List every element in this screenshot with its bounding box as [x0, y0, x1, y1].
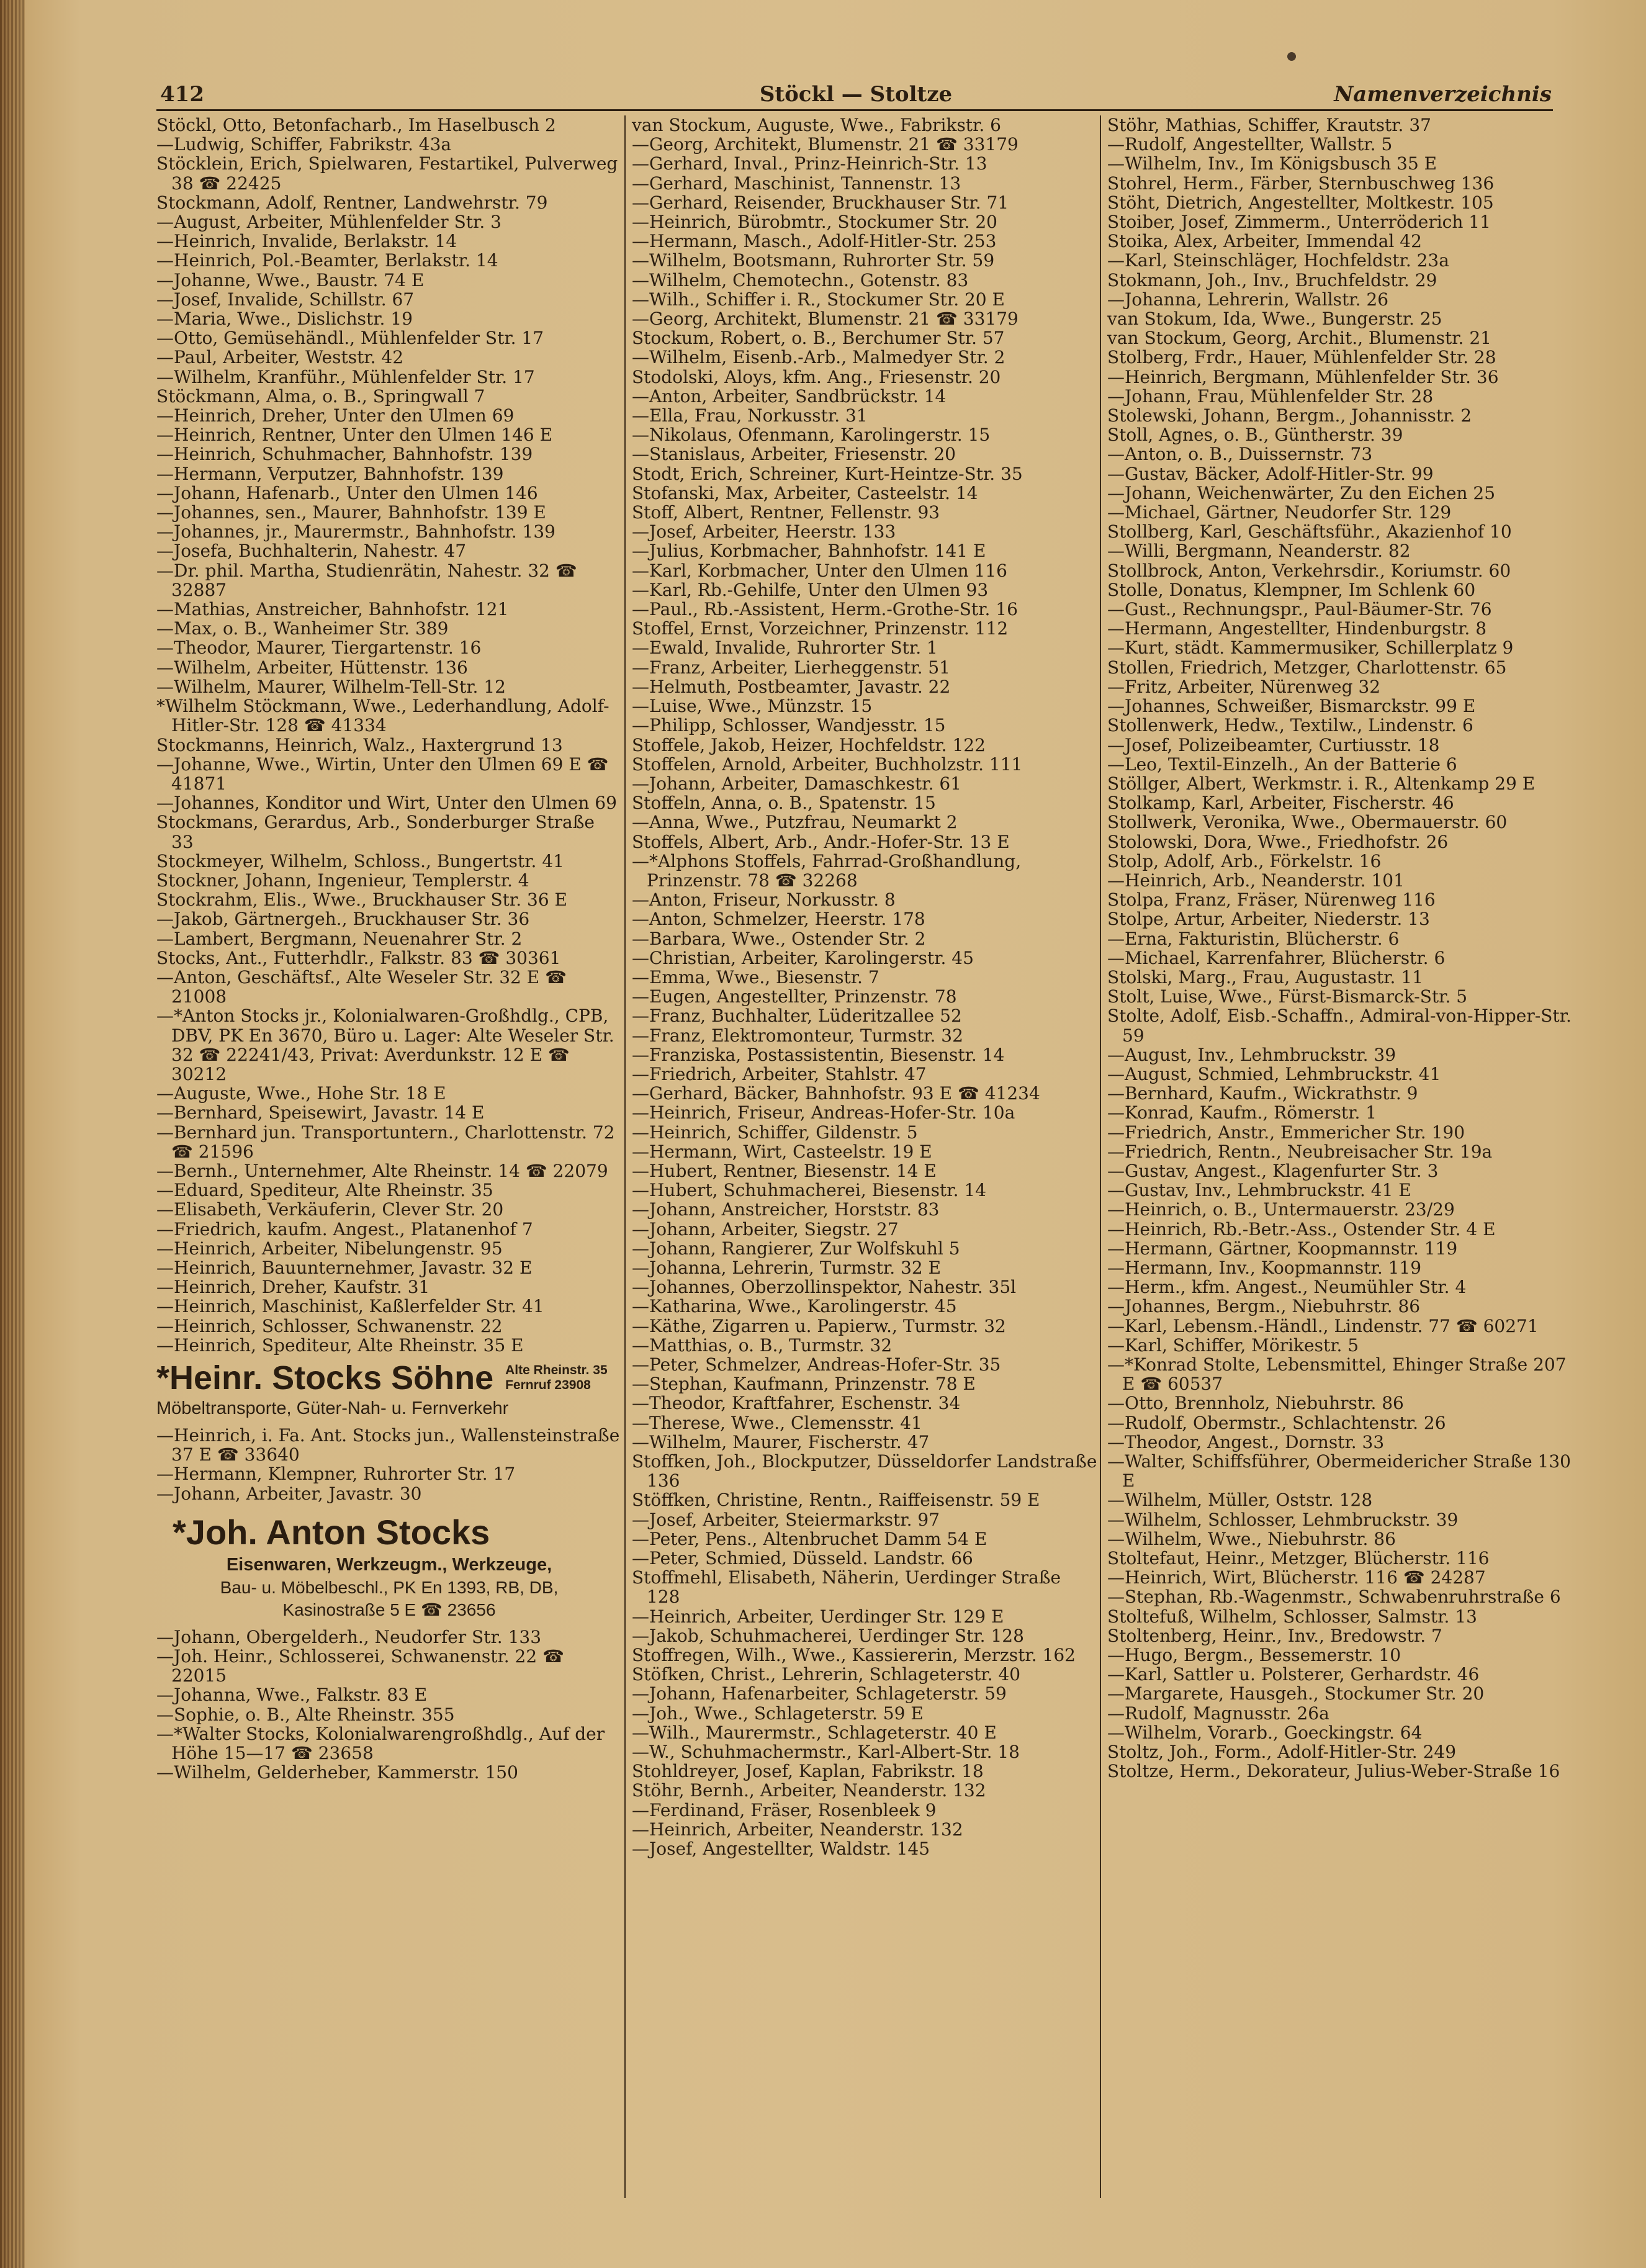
- directory-entry: Stöht, Dietrich, Angestellter, Moltkestr. 105: [1107, 192, 1494, 213]
- directory-entry: —Heinrich, Invalide, Berlakstr. 14: [156, 231, 457, 252]
- directory-entry: —Elisabeth, Verkäuferin, Clever Str. 20: [156, 1199, 504, 1220]
- directory-entry: —Lambert, Bergmann, Neuenahrer Str. 2: [156, 928, 523, 949]
- directory-entry: Stollbrock, Anton, Verkehrsdir., Koriumstr. 60: [1107, 560, 1511, 581]
- directory-entry: —Wilhelm, Inv., Im Königsbusch 35 E: [1107, 153, 1437, 174]
- directory-entry: —W., Schuhmachermstr., Karl-Albert-Str. 18: [632, 1742, 1020, 1763]
- directory-entry: —Hermann, Angestellter, Hindenburgstr. 8: [1107, 618, 1487, 639]
- column-divider: [1100, 115, 1101, 2198]
- column-3: [1107, 115, 1573, 1781]
- directory-entry: —Johannes, sen., Maurer, Bahnhofstr. 139 E: [156, 502, 546, 523]
- directory-entry: —Hermann, Masch., Adolf-Hitler-Str. 253: [632, 231, 997, 252]
- column-2: [632, 115, 1097, 1858]
- directory-entry: —Wilh., Schiffer i. R., Stockumer Str. 20 E: [632, 289, 1005, 310]
- directory-entry: —Johann, Hafenarbeiter, Schlageterstr. 59: [632, 1683, 1007, 1704]
- directory-entry: Stolt, Luise, Wwe., Fürst-Bismarck-Str. 5: [1107, 986, 1468, 1007]
- directory-entry: —August, Schmied, Lehmbruckstr. 41: [1107, 1063, 1441, 1084]
- directory-entry: Stockrahm, Elis., Wwe., Bruckhauser Str. 36 E: [156, 889, 567, 911]
- directory-entry: —Heinrich, Spediteur, Alte Rheinstr. 35 E: [156, 1334, 524, 1356]
- directory-entry: —Wilhelm, Bootsmann, Ruhrorter Str. 59: [632, 250, 995, 271]
- directory-entry: —Johannes, Bergm., Niebuhrstr. 86: [1107, 1296, 1421, 1317]
- directory-entry: —Georg, Architekt, Blumenstr. 21 ☎ 33179: [632, 308, 1019, 330]
- directory-entry: Stockum, Robert, o. B., Berchumer Str. 57: [632, 328, 1005, 349]
- ad-company-name: *Heinr. Stocks Söhne: [156, 1359, 494, 1397]
- directory-entry: —Theodor, Maurer, Tiergartenstr. 16: [156, 637, 482, 659]
- directory-entry: Stolewski, Johann, Bergm., Johannisstr. 2: [1107, 405, 1472, 426]
- directory-entry: —Johann, Arbeiter, Damaschkestr. 61: [632, 773, 962, 794]
- directory-entry: —Anton, Schmelzer, Heerstr. 178: [632, 909, 925, 930]
- directory-entry: —Heinrich, Wirt, Blücherstr. 116 ☎ 24287: [1107, 1567, 1486, 1588]
- ad-address-block: [505, 1363, 608, 1393]
- directory-entry: —Hermann, Inv., Koopmannstr. 119: [1107, 1257, 1422, 1278]
- directory-entry: —Wilhelm, Müller, Oststr. 128: [1107, 1490, 1373, 1511]
- directory-entry: —*Konrad Stolte, Lebensmittel, Ehinger Straße 207 E ☎ 60537: [1107, 1354, 1567, 1395]
- directory-entry: —Gerhard, Inval., Prinz-Heinrich-Str. 13: [632, 153, 987, 174]
- directory-entry: —Franz, Buchhalter, Lüderitzallee 52: [632, 1006, 962, 1027]
- directory-entry: Stocks, Ant., Futterhdlr., Falkstr. 83 ☎ 30361: [156, 947, 561, 968]
- header-rule: [156, 109, 1553, 111]
- directory-entry: —Anton, Arbeiter, Sandbrückstr. 14: [632, 385, 947, 407]
- directory-entry: —Christian, Arbeiter, Karolingerstr. 45: [632, 947, 974, 968]
- directory-entry: —Anton, Friseur, Norkusstr. 8: [632, 889, 896, 911]
- directory-entry: —Erna, Fakturistin, Blücherstr. 6: [1107, 928, 1400, 949]
- directory-entry: —Johann, Obergelderh., Neudorfer Str. 133: [156, 1626, 542, 1647]
- directory-entry: —Heinrich, Bergmann, Mühlenfelder Str. 36: [1107, 366, 1499, 387]
- directory-entry: —Johann, Weichenwärter, Zu den Eichen 25: [1107, 482, 1496, 503]
- directory-entry: Stoffeln, Anna, o. B., Spatenstr. 15: [632, 793, 936, 814]
- directory-entry: Stöckmann, Alma, o. B., Springwall 7: [156, 385, 485, 407]
- directory-entry: —Sophie, o. B., Alte Rheinstr. 355: [156, 1704, 455, 1725]
- directory-entry: Stokmann, Joh., Inv., Bruchfeldstr. 29: [1107, 269, 1437, 290]
- directory-entry: Stodt, Erich, Schreiner, Kurt-Heintze-Str. 35: [632, 463, 1023, 484]
- directory-entry: —Heinrich, Arbeiter, Uerdinger Str. 129 E: [632, 1606, 1004, 1627]
- directory-entry: Stolpa, Franz, Fräser, Nürenweg 116: [1107, 889, 1436, 911]
- directory-entry: —Max, o. B., Wanheimer Str. 389: [156, 618, 449, 639]
- directory-entry: —Herm., kfm. Angest., Neumühler Str. 4: [1107, 1277, 1467, 1298]
- ad-phone: Fernruf 23908: [505, 1378, 591, 1392]
- directory-entry: Stollen, Friedrich, Metzger, Charlottenstr. 65: [1107, 657, 1507, 678]
- directory-entry: —Peter, Schmelzer, Andreas-Hofer-Str. 35: [632, 1354, 1001, 1375]
- directory-entry: —Rudolf, Magnusstr. 26a: [1107, 1703, 1329, 1724]
- directory-entry: —Gustav, Bäcker, Adolf-Hitler-Str. 99: [1107, 463, 1434, 484]
- directory-entry: —Michael, Karrenfahrer, Blücherstr. 6: [1107, 947, 1446, 968]
- directory-entry: Stöhr, Bernh., Arbeiter, Neanderstr. 132: [632, 1780, 986, 1801]
- directory-entry: —Ludwig, Schiffer, Fabrikstr. 43a: [156, 134, 452, 155]
- directory-entry: —Philipp, Schlosser, Wandjesstr. 15: [632, 715, 946, 736]
- directory-entry: Stockmans, Gerardus, Arb., Sonderburger Straße 33: [156, 812, 595, 852]
- directory-entry: —Anna, Wwe., Putzfrau, Neumarkt 2: [632, 812, 958, 833]
- directory-entry: Stoltenberg, Heinr., Inv., Bredowstr. 7: [1107, 1625, 1442, 1646]
- directory-entry: —Theodor, Angest., Dornstr. 33: [1107, 1431, 1385, 1452]
- directory-entry: —Bernhard jun. Transportuntern., Charlottenstr. 72 ☎ 21596: [156, 1122, 615, 1162]
- directory-entry: Stöllger, Albert, Werkmstr. i. R., Altenkamp 29 E: [1107, 773, 1536, 794]
- directory-entry: —Franz, Arbeiter, Lierheggenstr. 51: [632, 657, 950, 678]
- page-edge: [0, 0, 25, 2268]
- directory-entry: —Heinrich, Arbeiter, Nibelungenstr. 95: [156, 1238, 503, 1259]
- directory-entry: —Helmuth, Postbeamter, Javastr. 22: [632, 676, 951, 697]
- directory-entry: Stoffregen, Wilh., Wwe., Kassiererin, Merzstr. 162: [632, 1645, 1076, 1666]
- directory-entry: —Bernhard, Kaufm., Wickrathstr. 9: [1107, 1083, 1418, 1104]
- directory-entry: —Käthe, Zigarren u. Papierw., Turmstr. 32: [632, 1315, 1006, 1336]
- directory-entry: —August, Inv., Lehmbruckstr. 39: [1107, 1044, 1396, 1065]
- directory-entry: —Dr. phil. Martha, Studienrätin, Nahestr. 32 ☎ 32887: [156, 560, 577, 600]
- ad-address: Alte Rheinstr. 35: [505, 1363, 608, 1377]
- directory-entry: van Stockum, Auguste, Wwe., Fabrikstr. 6: [632, 115, 1001, 135]
- directory-entry: —Jakob, Gärtnergeh., Bruckhauser Str. 36: [156, 909, 530, 930]
- advertisement-heinr-stocks: [156, 1359, 622, 1420]
- directory-entry: —Bernhard, Speisewirt, Javastr. 14 E: [156, 1102, 485, 1123]
- directory-entry: Stoika, Alex, Arbeiter, Immendal 42: [1107, 231, 1422, 252]
- directory-entry: —Heinrich, Dreher, Unter den Ulmen 69: [156, 405, 515, 426]
- directory-entry: Stolkamp, Karl, Arbeiter, Fischerstr. 46: [1107, 793, 1454, 814]
- directory-entry: —Heinrich, Friseur, Andreas-Hofer-Str. 10a: [632, 1102, 1015, 1123]
- directory-entry: —Konrad, Kaufm., Römerstr. 1: [1107, 1102, 1377, 1123]
- running-header: [160, 82, 1552, 108]
- section-title: Namenverzeichnis: [1334, 82, 1552, 107]
- directory-entry: —Heinrich, Rb.-Betr.-Ass., Ostender Str. 4 E: [1107, 1218, 1496, 1240]
- directory-entry: Stolpe, Artur, Arbeiter, Niederstr. 13: [1107, 909, 1430, 930]
- directory-entry: —Joh. Heinr., Schlosserei, Schwanenstr. 22 ☎ 22015: [156, 1646, 564, 1686]
- directory-entry: —Josef, Angestellter, Waldstr. 145: [632, 1838, 930, 1860]
- ad-line-2: Bau- u. Möbelbeschl., PK En 1393, RB, DB,: [220, 1577, 559, 1597]
- directory-entry: —Karl, Sattler u. Polsterer, Gerhardstr. 46: [1107, 1664, 1480, 1685]
- directory-entry: Stolp, Adolf, Arb., Förkelstr. 16: [1107, 850, 1382, 871]
- directory-entry: —Wilhelm, Wwe., Niebuhrstr. 86: [1107, 1528, 1396, 1549]
- directory-entry: —Karl, Steinschläger, Hochfeldstr. 23a: [1107, 250, 1449, 271]
- directory-entry: Stollwerk, Veronika, Wwe., Obermauerstr. 60: [1107, 812, 1508, 833]
- directory-entry: —Heinrich, Arb., Neanderstr. 101: [1107, 870, 1405, 891]
- directory-entry: Stolle, Donatus, Klempner, Im Schlenk 60: [1107, 579, 1476, 600]
- directory-entry: Stockner, Johann, Ingenieur, Templerstr. 4: [156, 870, 529, 891]
- directory-entry: Stolberg, Frdr., Hauer, Mühlenfelder Str. 28: [1107, 347, 1496, 368]
- directory-entry: —Therese, Wwe., Clemensstr. 41: [632, 1412, 922, 1433]
- directory-entry: —Willi, Bergmann, Neanderstr. 82: [1107, 541, 1411, 562]
- ad-services: Möbeltransporte, Güter-Nah- u. Fernverkehr: [156, 1398, 509, 1418]
- directory-entry: Stoiber, Josef, Zimmerm., Unterröderich 11: [1107, 212, 1491, 233]
- directory-entry: —Josef, Arbeiter, Steiermarkstr. 97: [632, 1509, 940, 1530]
- directory-entry: —Paul, Arbeiter, Weststr. 42: [156, 347, 404, 368]
- directory-entry: —Nikolaus, Ofenmann, Karolingerstr. 15: [632, 425, 991, 446]
- directory-entry: Stolski, Marg., Frau, Augustastr. 11: [1107, 966, 1423, 988]
- directory-entry: —Friedrich, Arbeiter, Stahlstr. 47: [632, 1063, 927, 1084]
- directory-entry: —Josef, Polizeibeamter, Curtiusstr. 18: [1107, 734, 1440, 755]
- directory-entry: —Matthias, o. B., Turmstr. 32: [632, 1334, 893, 1356]
- paper-spot: [1287, 52, 1296, 61]
- directory-entry: Stoff, Albert, Rentner, Fellenstr. 93: [632, 502, 940, 523]
- directory-entry: Stohrel, Herm., Färber, Sternbuschweg 136: [1107, 173, 1495, 194]
- directory-entry: —Wilhelm, Maurer, Wilhelm-Tell-Str. 12: [156, 676, 506, 697]
- directory-entry: —Eduard, Spediteur, Alte Rheinstr. 35: [156, 1180, 493, 1201]
- directory-entry: —Rudolf, Angestellter, Wallstr. 5: [1107, 134, 1393, 155]
- directory-entry: —Rudolf, Obermstr., Schlachtenstr. 26: [1107, 1412, 1446, 1433]
- directory-entry: —Heinrich, Dreher, Kaufstr. 31: [156, 1277, 430, 1298]
- directory-entry: —Franz, Elektromonteur, Turmstr. 32: [632, 1025, 963, 1046]
- directory-entry: —Johanne, Wwe., Wirtin, Unter den Ulmen 69 E ☎ 41871: [156, 754, 609, 794]
- directory-entry: —Wilh., Maurermstr., Schlageterstr. 40 E: [632, 1722, 997, 1743]
- directory-entry: Stoffken, Joh., Blockputzer, Düsseldorfer Landstraße 136: [632, 1451, 1097, 1492]
- directory-entry: —Stephan, Rb.-Wagenmstr., Schwabenruhrstraße 6: [1107, 1586, 1561, 1608]
- directory-entry: Stodolski, Aloys, kfm. Ang., Friesenstr. 20: [632, 366, 1001, 387]
- directory-entry: —Anton, o. B., Duissernstr. 73: [1107, 444, 1373, 465]
- directory-entry: van Stokum, Ida, Wwe., Bungerstr. 25: [1107, 308, 1442, 330]
- directory-entry: —Gustav, Inv., Lehmbruckstr. 41 E: [1107, 1180, 1411, 1201]
- directory-entry: —Heinrich, Bauunternehmer, Javastr. 32 E: [156, 1257, 533, 1278]
- directory-entry: —Johann, Arbeiter, Siegstr. 27: [632, 1218, 899, 1240]
- directory-entry: —Barbara, Wwe., Ostender Str. 2: [632, 928, 926, 949]
- directory-entry: —Josef, Invalide, Schillstr. 67: [156, 289, 415, 310]
- directory-entry: —Heinrich, i. Fa. Ant. Stocks jun., Wallensteinstraße 37 E ☎ 33640: [156, 1425, 620, 1465]
- directory-entry: —Johann, Arbeiter, Javastr. 30: [156, 1483, 422, 1504]
- directory-entry: —Johann, Rangierer, Zur Wolfskuhl 5: [632, 1238, 960, 1259]
- directory-entry: —Heinrich, Arbeiter, Neanderstr. 132: [632, 1819, 963, 1840]
- ad-company-name: *Joh. Anton Stocks: [173, 1512, 490, 1552]
- directory-entry: —Hermann, Wirt, Casteelstr. 19 E: [632, 1141, 932, 1162]
- directory-entry: Stockmeyer, Wilhelm, Schloss., Bungertstr. 41: [156, 850, 564, 871]
- directory-entry: —Johanna, Lehrerin, Wallstr. 26: [1107, 289, 1389, 310]
- directory-entry: —Wilhelm, Chemotechn., Gotenstr. 83: [632, 269, 969, 290]
- directory-entry: —Johannes, jr., Maurermstr., Bahnhofstr. 139: [156, 521, 555, 542]
- directory-entry: —Wilhelm, Schlosser, Lehmbruckstr. 39: [1107, 1509, 1459, 1530]
- directory-entry: —Karl, Schiffer, Mörikestr. 5: [1107, 1334, 1359, 1356]
- directory-entry: —Karl, Rb.-Gehilfe, Unter den Ulmen 93: [632, 579, 989, 600]
- directory-entry: —Ewald, Invalide, Ruhrorter Str. 1: [632, 637, 938, 659]
- directory-entry: —Kurt, städt. Kammermusiker, Schillerplatz 9: [1107, 637, 1514, 659]
- directory-entry: —Gerhard, Reisender, Bruckhauser Str. 71: [632, 192, 1009, 213]
- directory-entry: Stoltz, Joh., Form., Adolf-Hitler-Str. 249: [1107, 1742, 1457, 1763]
- directory-entry: Stoffmehl, Elisabeth, Näherin, Uerdinger Straße 128: [632, 1567, 1061, 1608]
- directory-entry: Stoltze, Herm., Dekorateur, Julius-Weber-Straße 16: [1107, 1761, 1560, 1782]
- directory-entry: —Johannes, Konditor und Wirt, Unter den Ulmen 69: [156, 793, 617, 814]
- directory-entry: —Fritz, Arbeiter, Nürenweg 32: [1107, 676, 1381, 697]
- directory-entry: —Mathias, Anstreicher, Bahnhofstr. 121: [156, 599, 509, 620]
- directory-entry: —Maria, Wwe., Dislichstr. 19: [156, 308, 413, 330]
- directory-entry: Stolowski, Dora, Wwe., Friedhofstr. 26: [1107, 831, 1449, 852]
- directory-entry: Stöfken, Christ., Lehrerin, Schlageterstr. 40: [632, 1664, 1021, 1685]
- directory-entry: —Jakob, Schuhmacherei, Uerdinger Str. 128: [632, 1625, 1024, 1646]
- advertisement-joh-anton-stocks: [156, 1512, 622, 1621]
- directory-entry: —Ella, Frau, Norkusstr. 31: [632, 405, 868, 426]
- directory-entry: —Hugo, Bergm., Bessemerstr. 10: [1107, 1645, 1401, 1666]
- directory-entry: —Johannes, Schweißer, Bismarckstr. 99 E: [1107, 696, 1476, 717]
- directory-entry: Stoll, Agnes, o. B., Güntherstr. 39: [1107, 425, 1403, 446]
- directory-entry: —Hermann, Gärtner, Koopmannstr. 119: [1107, 1238, 1458, 1259]
- directory-entry: —Michael, Gärtner, Neudorfer Str. 129: [1107, 502, 1452, 523]
- directory-entry: —Emma, Wwe., Biesenstr. 7: [632, 966, 879, 988]
- directory-entry: —Heinrich, Schlosser, Schwanenstr. 22: [156, 1315, 503, 1336]
- directory-entry: Stollberg, Karl, Geschäftsführ., Akazienhof 10: [1107, 521, 1512, 542]
- directory-entry: —Leo, Textil-Einzelh., An der Batterie 6: [1107, 754, 1457, 775]
- directory-entry: —Johann, Frau, Mühlenfelder Str. 28: [1107, 385, 1434, 407]
- directory-entry: —Heinrich, Maschinist, Kaßlerfelder Str. 41: [156, 1296, 544, 1317]
- directory-entry: —Stephan, Kaufmann, Prinzenstr. 78 E: [632, 1374, 976, 1395]
- directory-entry: —Anton, Geschäftsf., Alte Weseler Str. 32 E ☎ 21008: [156, 966, 567, 1007]
- directory-entry: —Karl, Korbmacher, Unter den Ulmen 116: [632, 560, 1007, 581]
- directory-entry: van Stockum, Georg, Archit., Blumenstr. 21: [1107, 328, 1491, 349]
- directory-entry: *Wilhelm Stöckmann, Wwe., Lederhandlung, Adolf-Hitler-Str. 128 ☎ 41334: [156, 696, 609, 736]
- directory-entry: —Auguste, Wwe., Hohe Str. 18 E: [156, 1083, 446, 1104]
- page-number: 412: [160, 82, 204, 107]
- directory-entry: —Josefa, Buchhalterin, Nahestr. 47: [156, 541, 467, 562]
- directory-entry: —Walter, Schiffsführer, Obermeidericher Straße 130 E: [1107, 1451, 1571, 1492]
- directory-entry: —Johann, Hafenarb., Unter den Ulmen 146: [156, 482, 538, 503]
- directory-entry: —Johann, Anstreicher, Horststr. 83: [632, 1199, 940, 1220]
- directory-entry: —Hubert, Rentner, Biesenstr. 14 E: [632, 1160, 937, 1181]
- directory-entry: —Gerhard, Bäcker, Bahnhofstr. 93 E ☎ 41234: [632, 1083, 1040, 1104]
- directory-entry: Stofanski, Max, Arbeiter, Casteelstr. 14: [632, 482, 978, 503]
- directory-entry: —*Anton Stocks jr., Kolonialwaren-Großhdlg., CPB, DBV, PK En 3670, Büro u. Lager: Alte Weseler Str. 32 ☎ 22241/43, Privat: Averdunkstr. 12 E ☎ 30212: [156, 1006, 614, 1084]
- directory-entry: —Gustav, Angest., Klagenfurter Str. 3: [1107, 1160, 1439, 1181]
- directory-entry: —Gust., Rechnungspr., Paul-Bäumer-Str. 76: [1107, 599, 1492, 620]
- directory-entry: —Johannes, Oberzollinspektor, Nahestr. 35l: [632, 1277, 1017, 1298]
- directory-entry: Stoffelen, Arnold, Arbeiter, Buchholzstr. 111: [632, 754, 1023, 775]
- directory-entry: —Stanislaus, Arbeiter, Friesenstr. 20: [632, 444, 956, 465]
- directory-entry: —Heinrich, Rentner, Unter den Ulmen 146 E: [156, 425, 553, 446]
- directory-entry: —Heinrich, Schuhmacher, Bahnhofstr. 139: [156, 444, 533, 465]
- directory-entry: —Peter, Pens., Altenbruchet Damm 54 E: [632, 1528, 987, 1549]
- directory-entry: —Heinrich, Schiffer, Gildenstr. 5: [632, 1122, 918, 1143]
- directory-entry: —Julius, Korbmacher, Bahnhofstr. 141 E: [632, 541, 986, 562]
- directory-entry: —Luise, Wwe., Münzstr. 15: [632, 696, 873, 717]
- directory-entry: —Georg, Architekt, Blumenstr. 21 ☎ 33179: [632, 134, 1019, 155]
- column-1: [156, 115, 622, 1782]
- directory-entry: —Gerhard, Maschinist, Tannenstr. 13: [632, 173, 961, 194]
- ad-line-3: Kasinostraße 5 E ☎ 23656: [282, 1600, 496, 1619]
- directory-entry: Stöffken, Christine, Rentn., Raiffeisenstr. 59 E: [632, 1490, 1040, 1511]
- directory-entry: —Peter, Schmied, Düsseld. Landstr. 66: [632, 1548, 973, 1569]
- directory-entry: —Johanna, Wwe., Falkstr. 83 E: [156, 1685, 428, 1706]
- directory-entry: —Hermann, Verputzer, Bahnhofstr. 139: [156, 463, 504, 484]
- directory-entry: —Heinrich, Pol.-Beamter, Berlakstr. 14: [156, 250, 498, 271]
- directory-entry: —Josef, Arbeiter, Heerstr. 133: [632, 521, 896, 542]
- directory-entry: —Hubert, Schuhmacherei, Biesenstr. 14: [632, 1180, 987, 1201]
- directory-entry: Stoffele, Jakob, Heizer, Hochfeldstr. 122: [632, 734, 986, 755]
- directory-entry: —Heinrich, Bürobmtr., Stockumer Str. 20: [632, 212, 997, 233]
- directory-entry: —Johanne, Wwe., Baustr. 74 E: [156, 269, 425, 290]
- directory-entry: Stoffel, Ernst, Vorzeichner, Prinzenstr. 112: [632, 618, 1009, 639]
- directory-entry: Stockmann, Adolf, Rentner, Landwehrstr. 79: [156, 192, 548, 213]
- directory-entry: —Wilhelm, Arbeiter, Hüttenstr. 136: [156, 657, 468, 678]
- directory-entry: Stollenwerk, Hedw., Textilw., Lindenstr. 6: [1107, 715, 1473, 736]
- directory-entry: —Heinrich, o. B., Untermauerstr. 23/29: [1107, 1199, 1455, 1220]
- directory-entry: —August, Arbeiter, Mühlenfelder Str. 3: [156, 212, 501, 233]
- directory-entry: —Paul., Rb.-Assistent, Herm.-Grothe-Str. 16: [632, 599, 1018, 620]
- directory-entry: —*Alphons Stoffels, Fahrrad-Großhandlung, Prinzenstr. 78 ☎ 32268: [632, 850, 1022, 891]
- directory-entry: —Wilhelm, Vorarb., Goeckingstr. 64: [1107, 1722, 1423, 1743]
- directory-entry: Stöhr, Mathias, Schiffer, Krautstr. 37: [1107, 115, 1431, 135]
- directory-entry: Stoltefaut, Heinr., Metzger, Blücherstr. 116: [1107, 1548, 1490, 1569]
- directory-entry: —Wilhelm, Eisenb.-Arb., Malmedyer Str. 2: [632, 347, 1005, 368]
- directory-entry: —Otto, Gemüsehändl., Mühlenfelder Str. 17: [156, 328, 544, 349]
- directory-entry: —Wilhelm, Maurer, Fischerstr. 47: [632, 1431, 930, 1452]
- directory-entry: —Hermann, Klempner, Ruhrorter Str. 17: [156, 1464, 516, 1485]
- directory-entry: —Friedrich, kaufm. Angest., Platanenhof 7: [156, 1218, 533, 1240]
- directory-entry: —Bernh., Unternehmer, Alte Rheinstr. 14 ☎ 22079: [156, 1160, 608, 1181]
- directory-entry: —*Walter Stocks, Kolonialwarengroßhdlg., Auf der Höhe 15—17 ☎ 23658: [156, 1723, 605, 1764]
- ad-line-1: Eisenwaren, Werkzeugm., Werkzeuge,: [226, 1554, 552, 1575]
- directory-entry: —Johanna, Lehrerin, Turmstr. 32 E: [632, 1257, 942, 1278]
- directory-entry: Stöcklein, Erich, Spielwaren, Festartikel, Pulverweg 38 ☎ 22425: [156, 153, 618, 194]
- directory-entry: —Franziska, Postassistentin, Biesenstr. 14: [632, 1044, 1005, 1065]
- directory-entry: —Karl, Lebensm.-Händl., Lindenstr. 77 ☎ 60271: [1107, 1315, 1539, 1336]
- directory-entry: Stohldreyer, Josef, Kaplan, Fabrikstr. 18: [632, 1761, 984, 1782]
- directory-entry: —Friedrich, Rentn., Neubreisacher Str. 19a: [1107, 1141, 1493, 1162]
- directory-entry: —Wilhelm, Gelderheber, Kammerstr. 150: [156, 1762, 518, 1783]
- directory-entry: —Otto, Brennholz, Niebuhrstr. 86: [1107, 1393, 1404, 1414]
- directory-entry: —Friedrich, Anstr., Emmericher Str. 190: [1107, 1122, 1465, 1143]
- directory-entry: Stöckl, Otto, Betonfacharb., Im Haselbusch 2: [156, 115, 556, 135]
- running-title: Stöckl — Stoltze: [759, 82, 953, 107]
- directory-entry: Stolte, Adolf, Eisb.-Schaffn., Admiral-von-Hipper-Str. 59: [1107, 1006, 1572, 1046]
- directory-entry: —Eugen, Angestellter, Prinzenstr. 78: [632, 986, 957, 1007]
- directory-entry: —Theodor, Kraftfahrer, Eschenstr. 34: [632, 1393, 961, 1414]
- column-divider: [624, 115, 626, 2198]
- directory-entry: —Wilhelm, Kranführ., Mühlenfelder Str. 17: [156, 366, 535, 387]
- directory-entry: —Ferdinand, Fräser, Rosenbleek 9: [632, 1799, 937, 1820]
- directory-entry: —Margarete, Hausgeh., Stockumer Str. 20: [1107, 1683, 1485, 1704]
- directory-entry: Stoffels, Albert, Arb., Andr.-Hofer-Str. 13 E: [632, 831, 1010, 852]
- directory-entry: —Joh., Wwe., Schlageterstr. 59 E: [632, 1703, 924, 1724]
- directory-entry: —Katharina, Wwe., Karolingerstr. 45: [632, 1296, 957, 1317]
- directory-entry: Stoltefuß, Wilhelm, Schlosser, Salmstr. 13: [1107, 1606, 1477, 1627]
- directory-entry: Stockmanns, Heinrich, Walz., Haxtergrund 13: [156, 734, 563, 755]
